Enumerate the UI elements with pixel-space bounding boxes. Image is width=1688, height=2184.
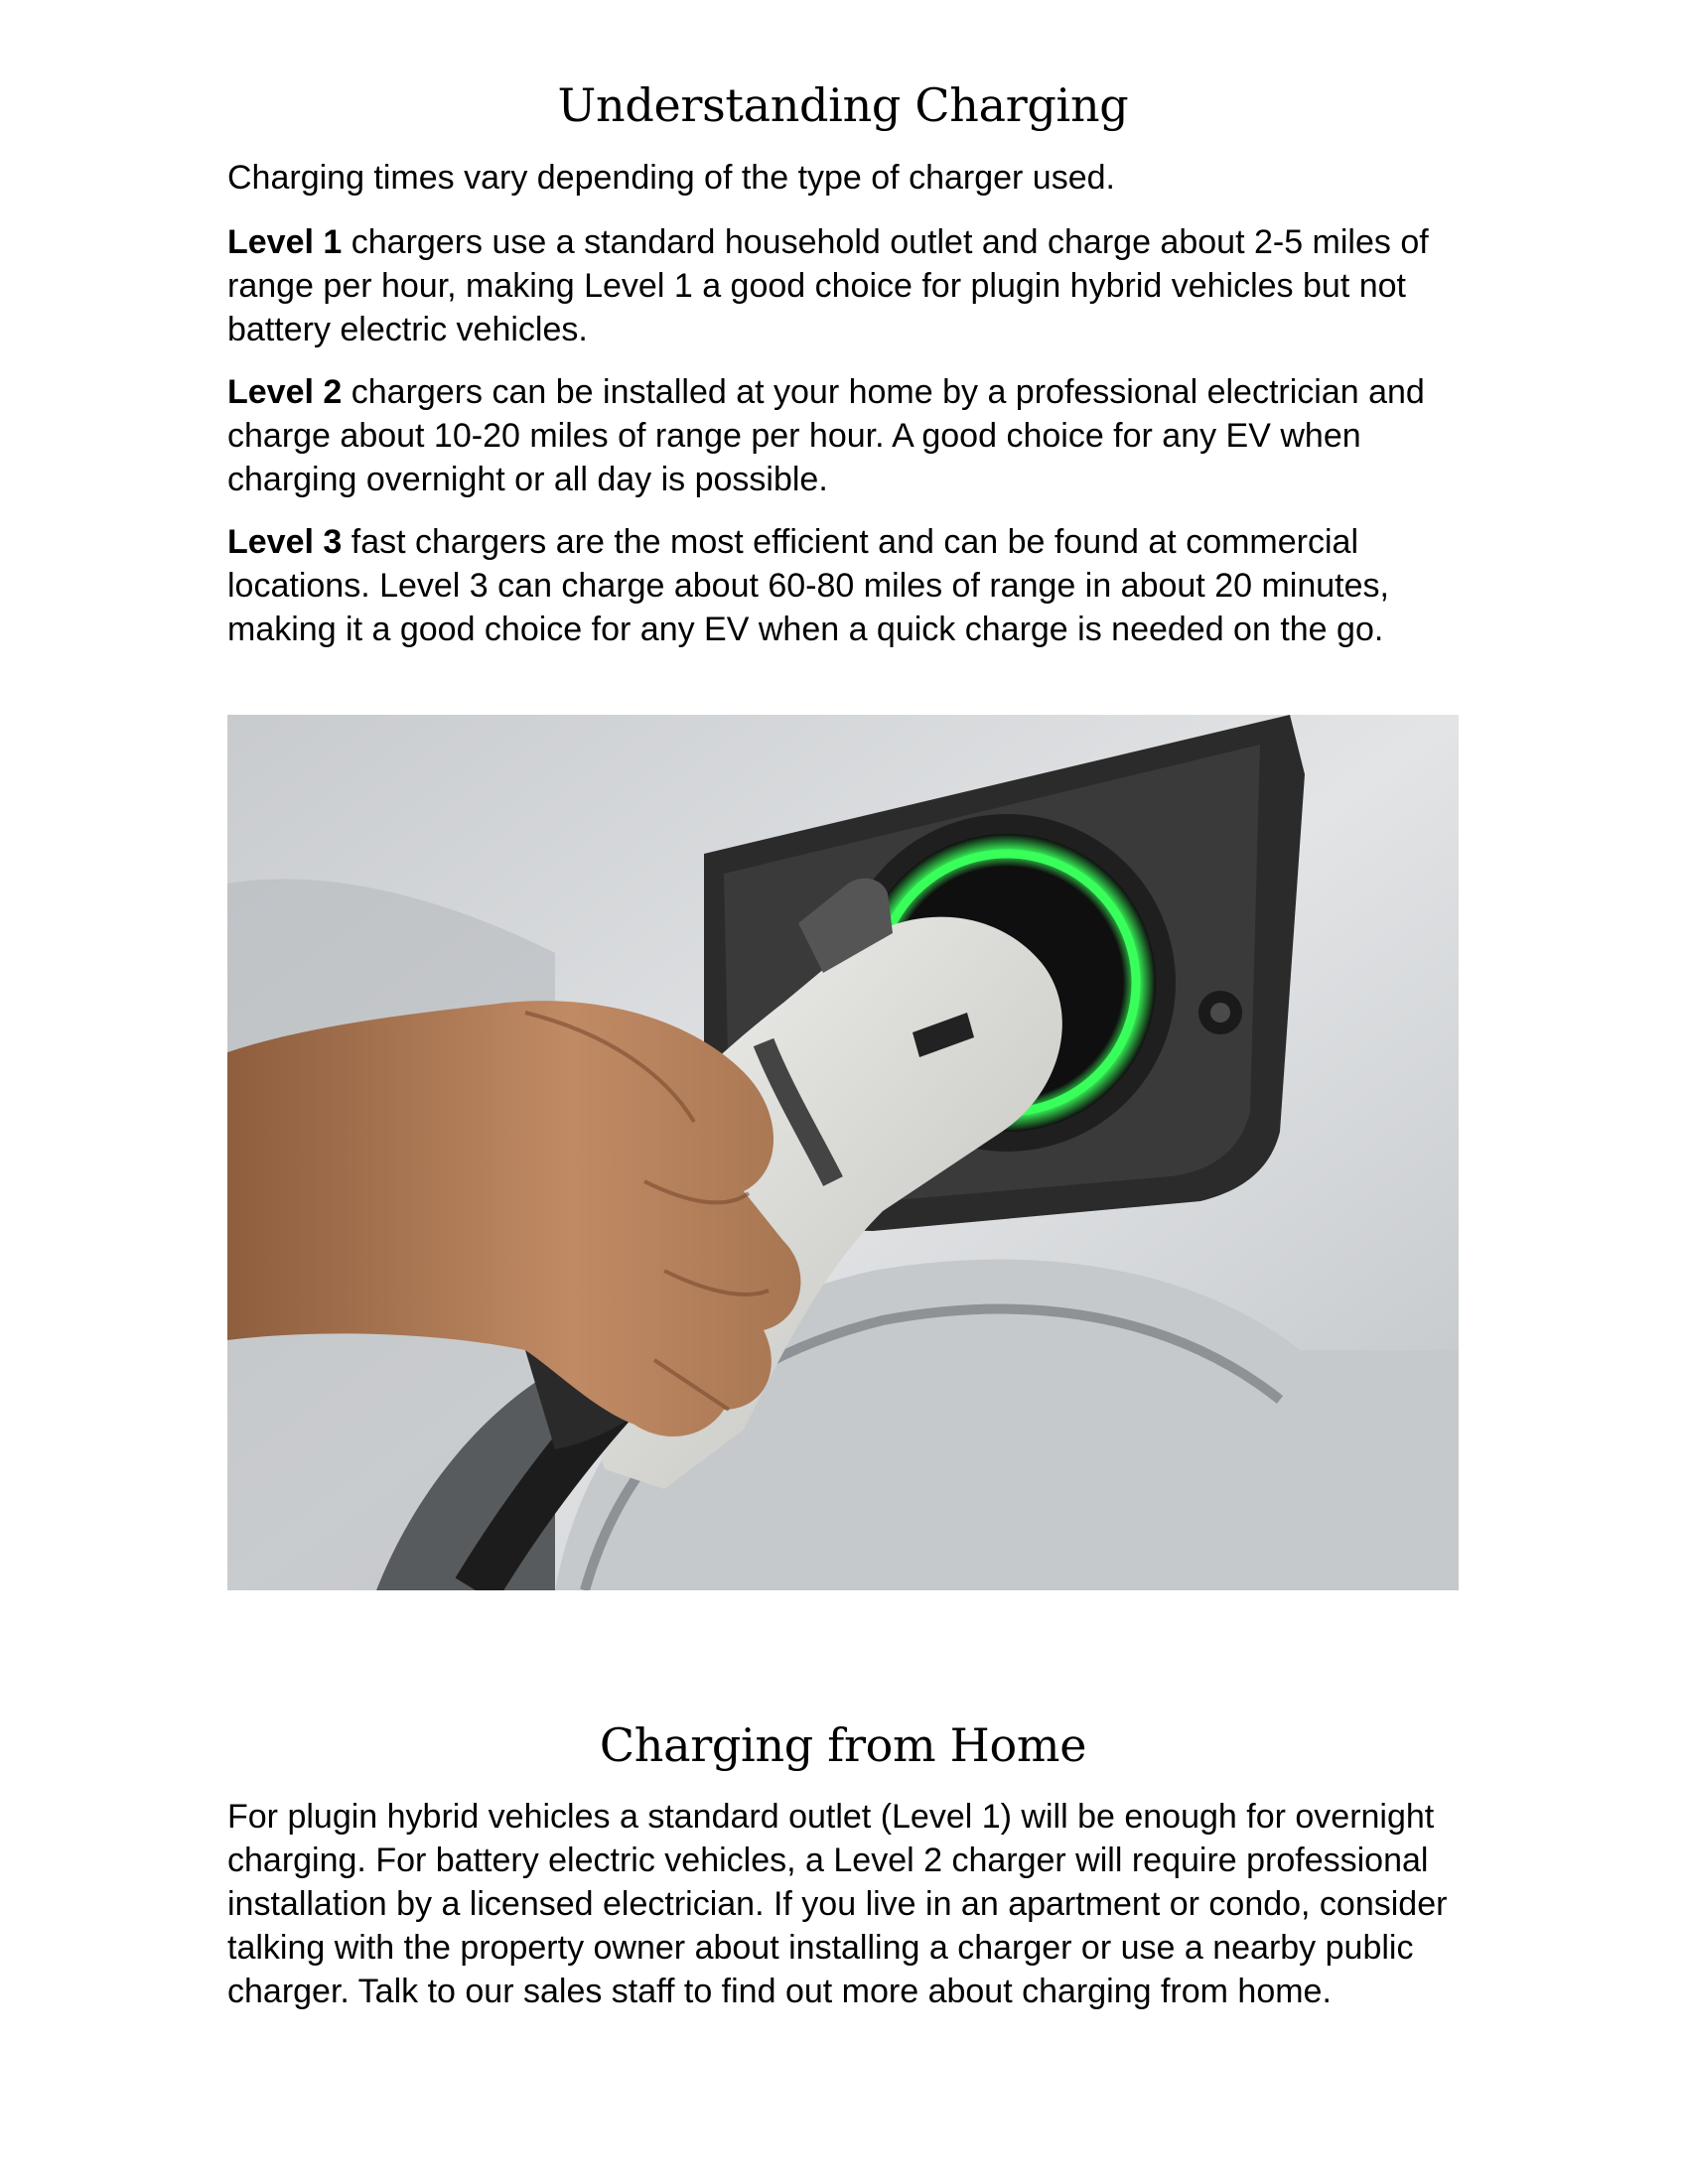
level-1-paragraph <box>227 220 1459 351</box>
section-title-charging-from-home: Charging from Home <box>599 1718 1087 1772</box>
ev-charging-photo <box>227 715 1459 1590</box>
level-3-label: Level 3 <box>227 523 343 561</box>
level-3-paragraph <box>227 520 1459 651</box>
level-2-paragraph <box>227 370 1459 501</box>
home-charging-paragraph: For plugin hybrid vehicles a standard outlet (Level 1) will be enough for overnight charging. For battery electric vehicles, a Level 2 charger will require professional installation by a licensed electrician. If you live in an apartment or condo, consider talking with the property owner about installing a charger or use a nearby public charger. Talk to our sales staff to find out more about charging from home. <box>227 1798 1448 2010</box>
level-1-label: Level 1 <box>227 223 343 261</box>
section-title-understanding-charging: Understanding Charging <box>557 78 1129 132</box>
level-1-text: chargers use a standard household outlet and charge about 2-5 miles of range per hour, making Level 1 a good choice for plugin hybrid vehicles but not battery electric vehicles. <box>227 223 1429 348</box>
level-2-text: chargers can be installed at your home by a professional electrician and charge about 10-20 miles of range per hour. A good choice for any EV when charging overnight or all day is possible. <box>227 373 1425 498</box>
level-2-label: Level 2 <box>227 373 343 411</box>
level-3-text: fast chargers are the most efficient and can be found at commercial locations. Level 3 can charge about 60-80 miles of range in about 20 minutes, making it a good choice for any EV when a quick charge is needed on the go. <box>227 523 1389 648</box>
intro-paragraph: Charging times vary depending of the type of charger used. <box>227 159 1115 197</box>
